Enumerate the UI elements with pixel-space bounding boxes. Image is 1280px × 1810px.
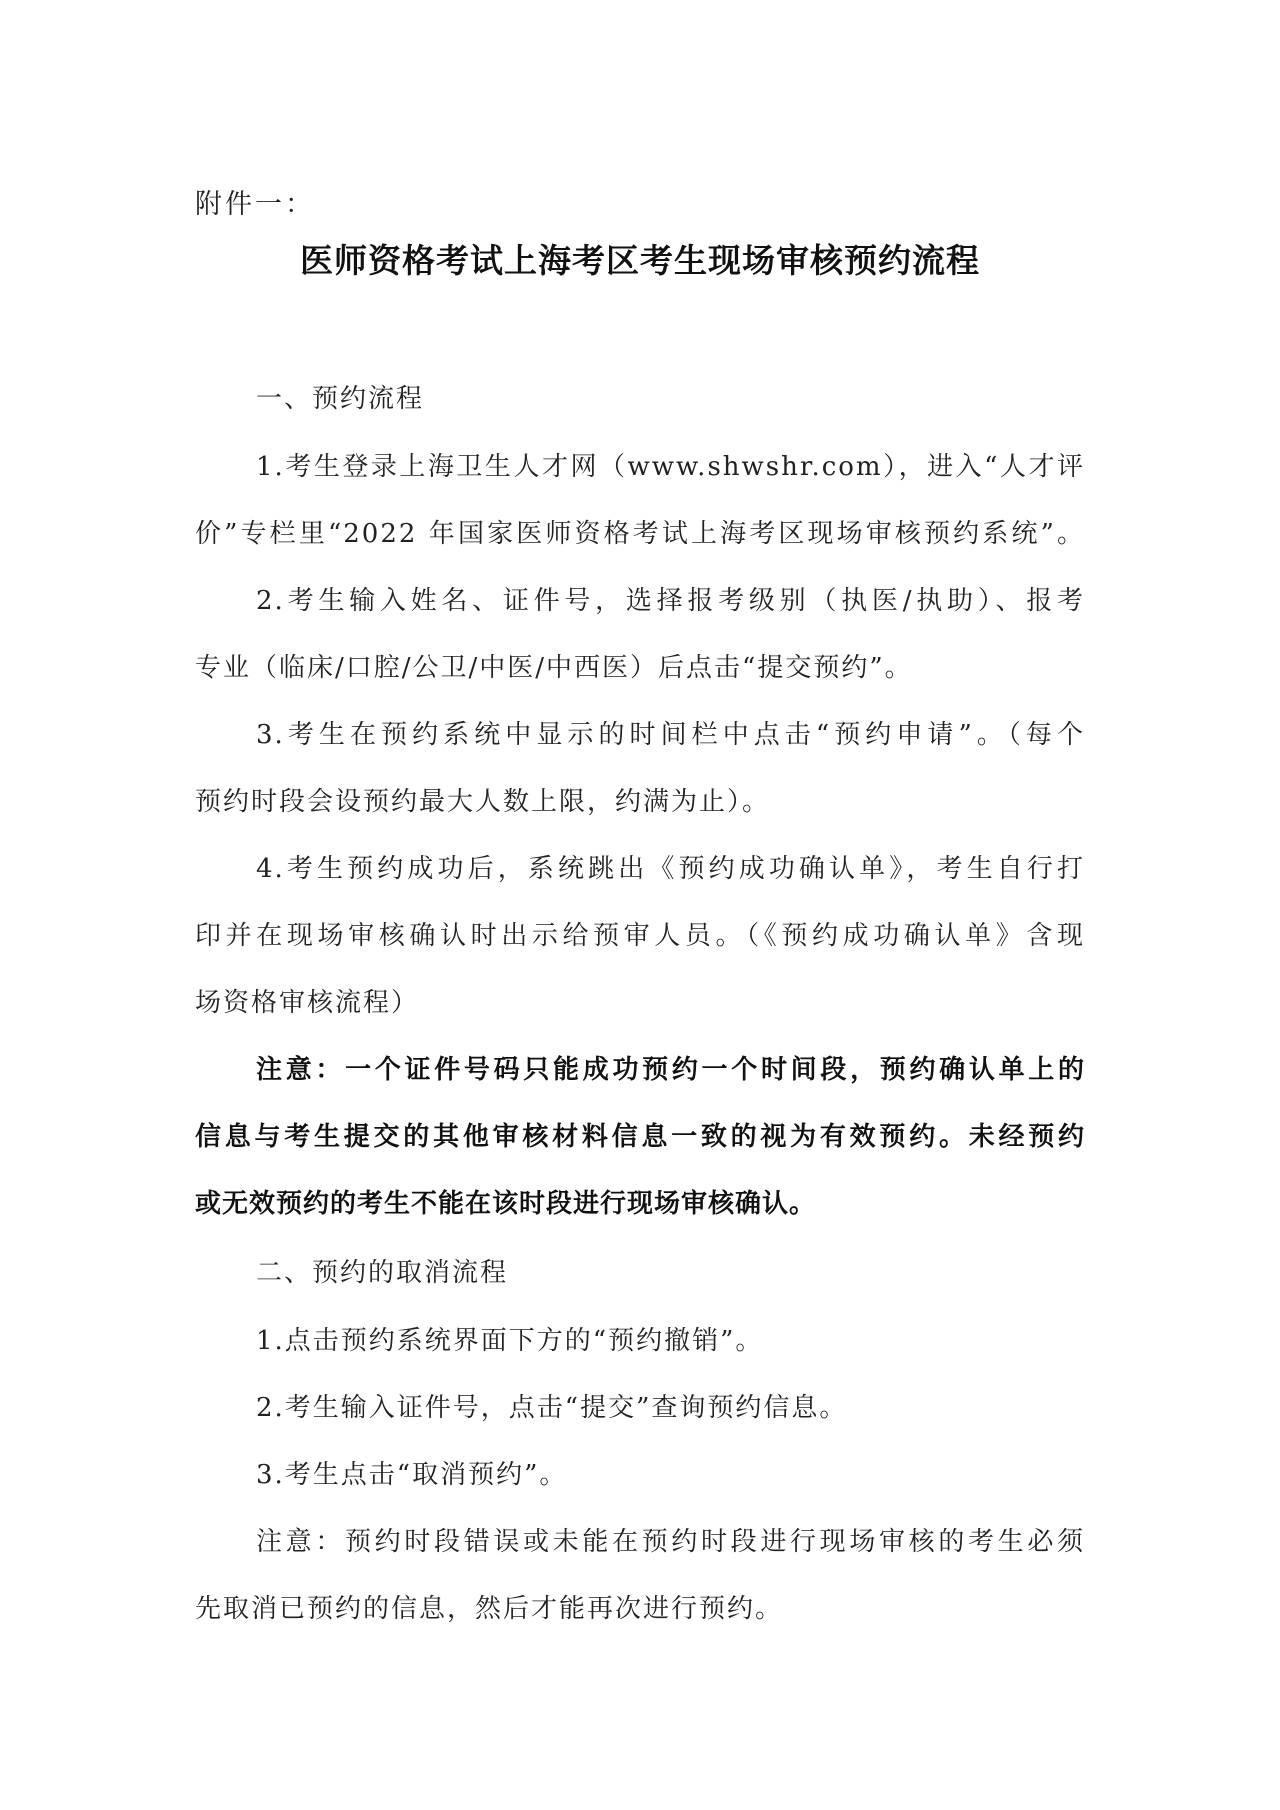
- cancel-step-2: 2.考生输入证件号，点击“提交”查询预约信息。: [256, 1393, 848, 1423]
- step-2-line-1: 2.考生输入姓名、证件号，选择报考级别（执医/执助）、报考: [256, 586, 1085, 616]
- booking-note-line-1: 注意：一个证件号码只能成功预约一个时间段，预约确认单上的: [256, 1055, 1085, 1085]
- step-2-line-2: 专业（临床/口腔/公卫/中医/中西医）后点击“提交预约”。: [195, 653, 913, 683]
- attachment-label: 附件一：: [195, 189, 315, 220]
- step-1-line-2: 价”专栏里“2022 年国家医师资格考试上海考区现场审核预约系统”。: [195, 519, 1085, 549]
- step-4-line-3: 场资格审核流程）: [195, 988, 420, 1018]
- booking-note-line-2: 信息与考生提交的其他审核材料信息一致的视为有效预约。未经预约: [195, 1122, 1085, 1152]
- cancel-note-line-2: 先取消已预约的信息，然后才能再次进行预约。: [195, 1594, 784, 1624]
- cancel-note-line-1: 注意：预约时段错误或未能在预约时段进行现场审核的考生必须: [256, 1527, 1085, 1557]
- step-1-line-1: 1.考生登录上海卫生人才网（www.shwshr.com），进入“人才评: [256, 452, 1085, 482]
- step-3-line-2: 预约时段会设预约最大人数上限，约满为止）。: [195, 787, 771, 817]
- cancel-step-3: 3.考生点击“取消预约”。: [256, 1460, 568, 1490]
- booking-note-line-3: 或无效预约的考生不能在该时段进行现场审核确认。: [195, 1189, 817, 1219]
- cancel-step-1: 1.点击预约系统界面下方的“预约撤销”。: [256, 1326, 764, 1356]
- step-3-line-1: 3.考生在预约系统中显示的时间栏中点击“预约申请”。（每个: [256, 720, 1085, 750]
- page-title: 医师资格考试上海考区考生现场审核预约流程: [300, 241, 980, 280]
- section-heading-cancel-process: 二、预约的取消流程: [256, 1258, 509, 1288]
- step-4-line-2: 印并在现场审核确认时出示给预审人员。（《预约成功确认单》含现: [195, 921, 1085, 951]
- step-4-line-1: 4.考生预约成功后，系统跳出《预约成功确认单》，考生自行打: [256, 854, 1085, 884]
- section-heading-booking-process: 一、预约流程: [256, 384, 425, 414]
